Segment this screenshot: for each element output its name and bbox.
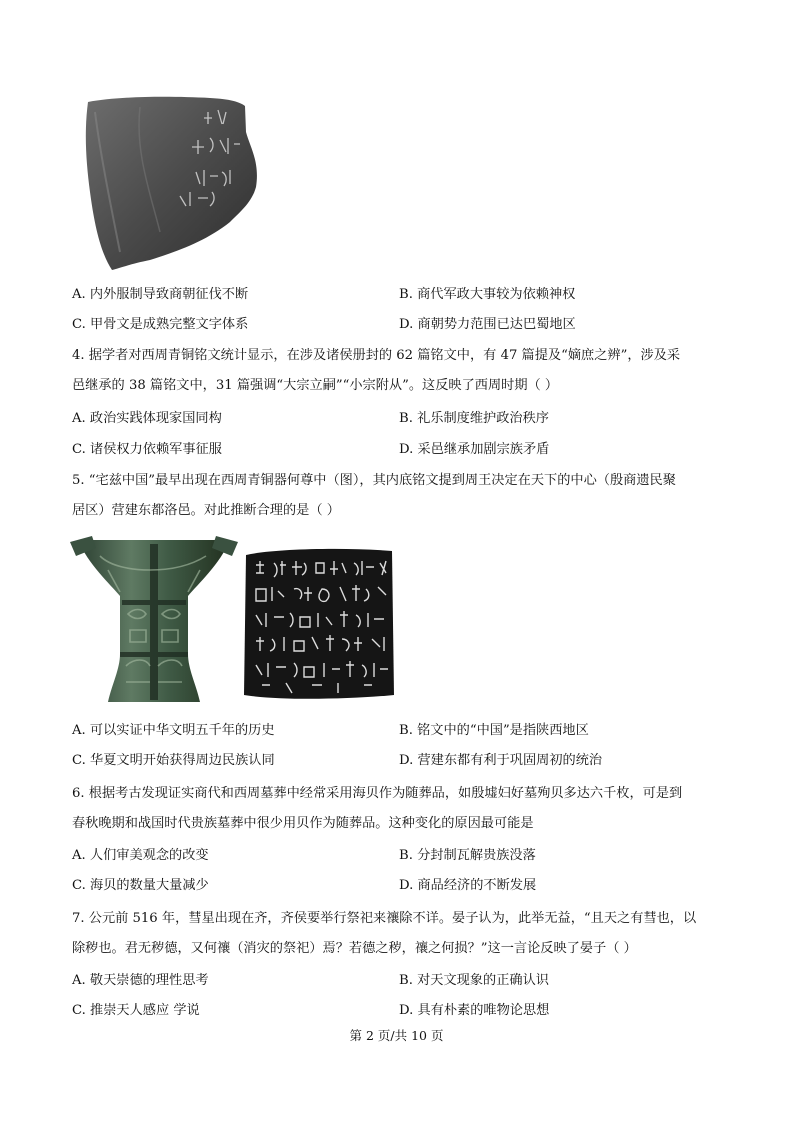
q3-option-c[interactable]: C. 甲骨文是成熟完整文字体系 [72, 317, 249, 332]
q3-options-row-1 [72, 287, 732, 305]
q5-options-row-1 [72, 723, 732, 741]
q6-stem-line-2: 春秋晚期和战国时代贵族墓葬中很少用贝作为随葬品。这种变化的原因最可能是 [72, 816, 534, 831]
q3-options-row-2 [72, 317, 732, 335]
q6-option-a[interactable]: A. 人们审美观念的改变 [72, 848, 209, 863]
q3-option-d[interactable]: D. 商朝势力范围已达巴蜀地区 [399, 317, 576, 332]
q6-options-row-2 [72, 878, 732, 896]
inscription-rubbing-image [242, 545, 396, 701]
q7-options-row-2 [72, 1003, 732, 1021]
q5-option-b[interactable]: B. 铭文中的“中国”是指陕西地区 [399, 723, 589, 738]
q7-stem-line-1: 7. 公元前 516 年，彗星出现在齐，齐侯要举行祭祀来禳除不详。晏子认为，此举无益，“且天之有彗也，以 [72, 911, 697, 926]
q4-options-row-1 [72, 411, 732, 429]
q6-option-d[interactable]: D. 商品经济的不断发展 [399, 878, 537, 893]
q4-stem-line-1: 4. 据学者对西周青铜铭文统计显示，在涉及诸侯册封的 62 篇铭文中，有 47 篇提及“嫡庶之辨”，涉及采 [72, 348, 681, 363]
q7-options-row-1 [72, 973, 732, 991]
q7-option-d[interactable]: D. 具有朴素的唯物论思想 [399, 1003, 550, 1018]
q3-option-b[interactable]: B. 商代军政大事较为依赖神权 [399, 287, 576, 302]
q4-option-b[interactable]: B. 礼乐制度维护政治秩序 [399, 411, 549, 426]
page-number-footer: 第 2 页/共 10 页 [349, 1028, 444, 1043]
q5-option-a[interactable]: A. 可以实证中华文明五千年的历史 [72, 723, 275, 738]
q4-stem-line-2: 邑继承的 38 篇铭文中，31 篇强调“大宗立嗣”“小宗附从”。这反映了西周时期（ ） [72, 378, 559, 393]
q6-option-c[interactable]: C. 海贝的数量大量减少 [72, 878, 209, 893]
q6-options-row-1 [72, 848, 732, 866]
q5-option-c[interactable]: C. 华夏文明开始获得周边民族认同 [72, 753, 275, 768]
q5-stem-line-1: 5. “宅兹中国”最早出现在西周青铜器何尊中（图），其内底铭文提到周王决定在天下的中心（殷商遗民聚 [72, 473, 676, 488]
q4-options-row-2 [72, 442, 732, 460]
q5-stem-line-2: 居区）营建东都洛邑。对此推断合理的是（ ） [72, 503, 340, 518]
q7-option-c[interactable]: C. 推崇天人感应 学说 [72, 1003, 200, 1018]
q5-option-d[interactable]: D. 营建东都有利于巩固周初的统治 [399, 753, 603, 768]
q4-option-a[interactable]: A. 政治实践体现家国同构 [72, 411, 222, 426]
q5-options-row-2 [72, 753, 732, 771]
q7-option-b[interactable]: B. 对天文现象的正确认识 [399, 973, 549, 988]
hezun-bronze-vessel-image [70, 534, 238, 706]
q6-stem-line-1: 6. 根据考古发现证实商代和西周墓葬中经常采用海贝作为随葬品，如殷墟妇好墓殉贝多达六千枚，可是到 [72, 786, 683, 801]
q4-option-c[interactable]: C. 诸侯权力依赖军事征服 [72, 442, 222, 457]
q7-stem-line-2: 除秽也。君无秽德，又何禳（消灾的祭祀）焉？若德之秽，禳之何损？”这一言论反映了晏子（ ） [72, 941, 637, 956]
q4-option-d[interactable]: D. 采邑继承加剧宗族矛盾 [399, 442, 550, 457]
q7-option-a[interactable]: A. 敬天崇德的理性思考 [72, 973, 209, 988]
q3-option-a[interactable]: A. 内外服制导致商朝征伐不断 [72, 287, 249, 302]
oracle-bone-image [80, 92, 280, 274]
q6-option-b[interactable]: B. 分封制瓦解贵族没落 [399, 848, 536, 863]
